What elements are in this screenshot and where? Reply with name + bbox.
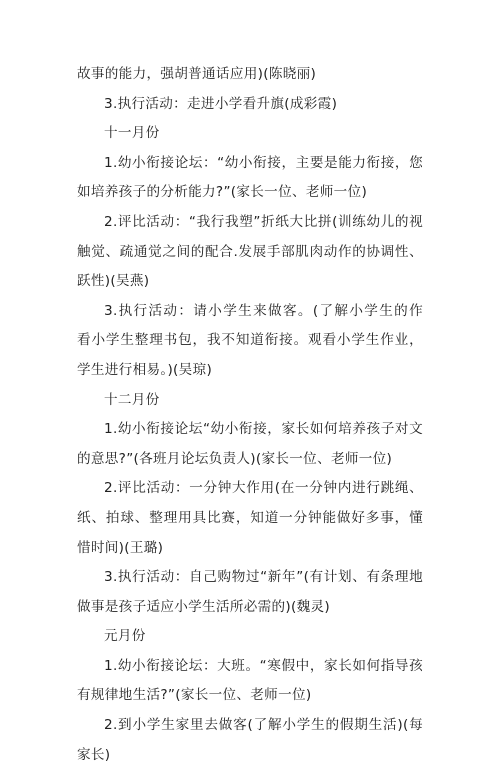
text-line: 1.幼小衔接论坛：大班。“寒假中，家长如何指导孩	[104, 657, 423, 674]
section-heading: 元月份	[104, 628, 146, 645]
text-line: 的意思?”(各班月论坛负责人)(家长一位、老师一位)	[77, 450, 393, 467]
text-line: 2.到小学生家里去做客(了解小学生的假期生活)(每	[104, 717, 423, 734]
text-line: 纸、拍球、整理用具比赛，知道一分钟能做好多事，懂	[77, 509, 423, 526]
text-line: 3.执行活动：请小学生来做客。(了解小学生的作	[104, 302, 423, 319]
text-line: 触觉、疏通觉之间的配合.发展手部肌肉动作的协调性、	[77, 243, 423, 260]
text-line: 1.幼小衔接论坛“幼小衔接，家长如何培养孩子对文	[104, 421, 423, 438]
text-line: 做事是孩子适应小学生活所必需的)(魏灵)	[77, 598, 331, 615]
text-line: 2.评比活动：一分钟大作用(在一分钟内进行跳绳、	[104, 480, 423, 497]
text-line: 有规律地生活?”(家长一位、老师一位)	[77, 687, 312, 704]
text-line: 学生进行相易。)(吴琼)	[77, 361, 213, 378]
text-line: 3.执行活动：走进小学看升旗(成彩霞)	[104, 95, 338, 112]
text-line: 2.评比活动：“我行我塑”折纸大比拼(训练幼儿的视	[104, 213, 423, 230]
section-heading: 十一月份	[104, 125, 160, 142]
text-line: 跃性)(吴燕)	[77, 273, 150, 290]
text-line: 故事的能力，强胡普通话应用)(陈晓丽)	[77, 66, 317, 82]
section-heading: 十二月份	[104, 391, 160, 408]
text-line: 1.幼小衔接论坛：“幼小衔接，主要是能力衔接，您	[104, 154, 423, 171]
text-line: 家长)	[77, 746, 111, 763]
text-line: 3.执行活动：自己购物过“新年”(有计划、有条理地	[104, 569, 423, 586]
document-body	[0, 60, 500, 770]
text-line: 看小学生整理书包，我不知道衔接。观看小学生作业，	[77, 332, 423, 349]
text-line: 如培养孩子的分析能力?”(家长一位、老师一位)	[77, 184, 368, 201]
text-line: 惜时间)(王璐)	[77, 539, 164, 556]
